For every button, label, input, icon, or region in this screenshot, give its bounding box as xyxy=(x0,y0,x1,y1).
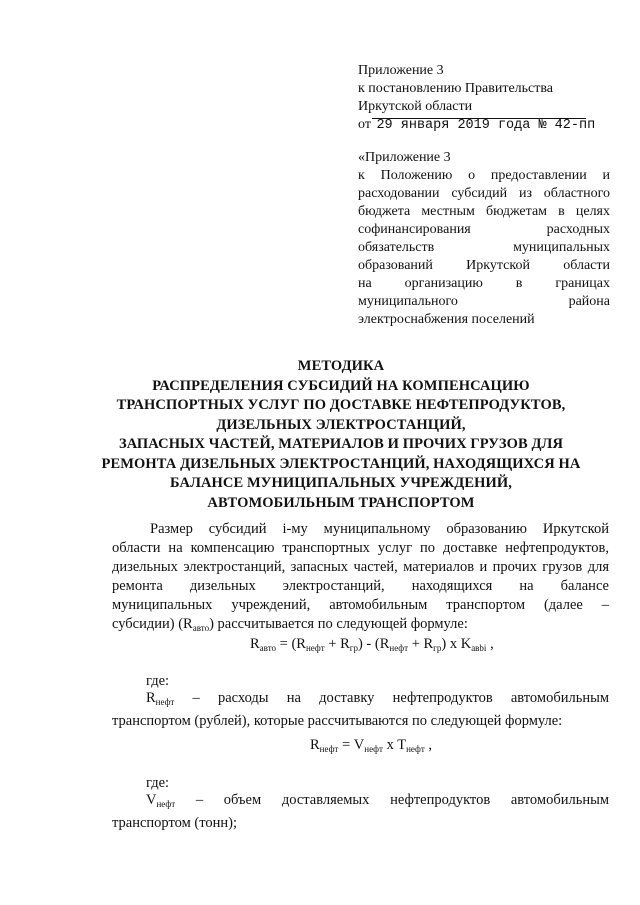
paragraph-line: $R_{нефт}$ – расходы на доставку нефтепродуктов автомобильным xyxy=(146,690,609,707)
title-line: ЗАПАСНЫХ ЧАСТЕЙ, МАТЕРИАЛОВ И ПРОЧИХ ГРУЗОВ ДЛЯ xyxy=(118,436,564,452)
title-line: РЕМОНТА ДИЗЕЛЬНЫХ ЭЛЕКТРОСТАНЦИЙ, НАХОДЯЩИХСЯ НА xyxy=(101,455,581,472)
paragraph-oil-cost xyxy=(112,689,609,731)
annex-line: на организацию в границах xyxy=(358,276,610,291)
header-date-prefix: от xyxy=(358,117,371,132)
header-line: Приложение 3 xyxy=(358,63,444,78)
annex-header xyxy=(358,149,610,329)
annex-line: расходовании субсидий из областного xyxy=(358,186,610,201)
annex-line: «Приложение 3 xyxy=(358,150,451,165)
annex-line: муниципального района xyxy=(358,294,610,309)
where-label: где: xyxy=(146,775,170,791)
annex-line: образований Иркутской области xyxy=(358,258,610,273)
formula-oil-cost: $R_{нефт} = V_{нефт}$ x $T_{нефт}$ , xyxy=(310,737,432,754)
title-line: ТРАНСПОРТНЫХ УСЛУГ ПО ДОСТАВКЕ НЕФТЕПРОДУКТОВ, xyxy=(116,397,566,413)
paragraph-line: Размер субсидий i-му муниципальному образованию Иркутской xyxy=(150,521,609,537)
paragraph-oil-volume xyxy=(112,791,609,833)
paragraph-line: области на компенсацию транспортных услуг по доставке нефтепродуктов, xyxy=(112,540,609,556)
title-line: РАСПРЕДЕЛЕНИЯ СУБСИДИЙ НА КОМПЕНСАЦИЮ xyxy=(152,377,530,394)
annex-line: к Положению о предоставлении и xyxy=(358,168,610,183)
paragraph-line: транспортом (тонн); xyxy=(112,815,237,831)
header-line: к постановлению Правительства xyxy=(358,81,554,96)
document-title xyxy=(96,357,586,513)
paragraph-line: дизельных электростанций, запасных частей, материалов и прочих грузов для xyxy=(112,559,609,575)
title-line: ДИЗЕЛЬНЫХ ЭЛЕКТРОСТАНЦИЙ, xyxy=(216,416,466,433)
annex-line: электроснабжения поселений xyxy=(358,312,535,327)
paragraph-line: муниципальных учреждений, автомобильным транспортом (далее – xyxy=(112,597,609,613)
where-label: где: xyxy=(146,673,170,689)
title-line: БАЛАНСЕ МУНИЦИПАЛЬНЫХ УЧРЕЖДЕНИЙ, xyxy=(170,475,512,491)
title-line: МЕТОДИКА xyxy=(297,358,385,374)
title-line: АВТОМОБИЛЬНЫМ ТРАНСПОРТОМ xyxy=(207,494,475,511)
approval-header xyxy=(358,62,598,135)
date-underline xyxy=(372,118,586,119)
paragraph-line: субсидии) $(R_{авто})$ рассчитывается по следующей формуле: xyxy=(112,616,468,633)
paragraph-line: транспортом (рублей), которые рассчитываются по следующей формуле: xyxy=(112,713,563,729)
formula-subsidy: $R_{авто} = (R_{нефт} + R_{гр}) - (R_{нефт} + R_{гр})$ x $K_{aвbi}$ , xyxy=(250,636,494,653)
header-line: Иркутской области xyxy=(358,99,473,114)
paragraph-line: ремонта дизельных электростанций, находящихся на балансе xyxy=(112,578,609,594)
paragraph-line: $V_{нефт}$ – объем доставляемых нефтепродуктов автомобильным xyxy=(146,792,609,809)
paragraph-main xyxy=(112,520,609,638)
header-date-value: 29 января 2019 года № 42-пп xyxy=(376,118,596,133)
annex-line: софинансирования расходных xyxy=(358,222,610,237)
annex-line: обязательств муниципальных xyxy=(358,240,610,255)
annex-line: бюджета местным бюджетам в целях xyxy=(358,204,610,219)
